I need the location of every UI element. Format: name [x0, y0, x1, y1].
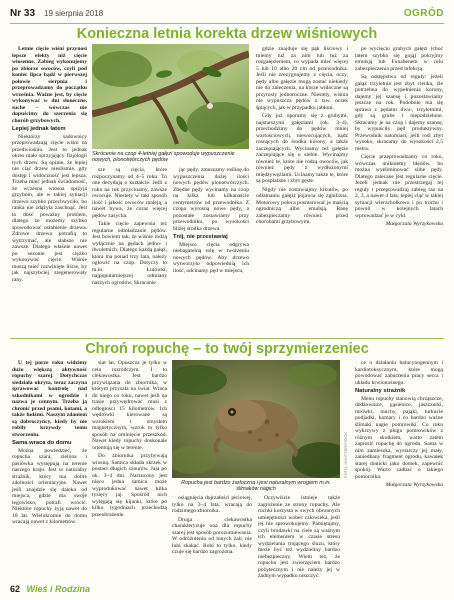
article1-column-1: [12, 46, 87, 334]
issue-date: 19 sierpnia 2018: [44, 9, 104, 18]
issue-number: Nr 33: [10, 8, 36, 19]
page-header: [10, 8, 444, 22]
article2-author: Małgorzata Wyrzykowska: [385, 482, 443, 488]
article1-paragraph: Cięcie przeprowadzamy co roku, wówczas unikniemy błędów, bo można wyeliminować silne pędy. Dlatego zalecane jest regularne cięcie. Jeżeli jednak nie przestrzegaj tej reguły i przeprowadzaj zabieg raz na 2, 3, a nawet 4 lata, lepiej ciąć w takiej sytuacji wierzchołkowo i po trochu i powoli w kolejnych latach wprowadzać je w cykl.: [355, 154, 443, 219]
article-divider: [10, 338, 444, 339]
page-footer: [10, 584, 90, 594]
page-number: 62: [10, 584, 21, 594]
article2-paragraph: Oczywiście istnieje także zagrożenie ze strony ropuchy. Ale ruchki korzysta w swych obronnych umiejętności wobec człowieka, jeśli jej nie sprowokujemy. Pamiętajmy, czyli brodawki na ciele są ważnym ich elementem w czasie stresu wydzielania trującego śluzu, który może być też wydzieliny bardzo niebezpieczny. Wiem też, że ropucha jest zwierzęciem bardzo pożytecznym i nie należy jej w żadnym wypadku niszczyć.: [258, 495, 340, 579]
toad-photo: [172, 360, 340, 478]
article1-subheading-2: Tnij, nie przestawiaj: [173, 234, 228, 240]
article1-column-5: [355, 46, 443, 334]
article2-lead: U tej porze roku widzimy dużo większą aktywność ropuchy szarej. Dotychczas siedziała ukryta, teraz zaczyna sprawować kontrolę nad szkodnikami w ogrodzie i nazwa je cennym. Trzeba ją chronić przed psami, kotami, a także ludźmi. Naszym zdaniem są dobroczyńcy, kiedy by nie robiły krzywdy temu stworzeniu.: [12, 360, 87, 438]
article2-subheading-1: Sama wraca do domu: [12, 440, 72, 446]
article2-paragraph: Do zbiornika przybywają wiosną. Samica składa skrzek w postaci długich sznurów. Jaja po ok. 3–4 dni. Narzucony jest nieco jedna samica może wyprodukować nawet kilka tysięcy jaj. Spośród nich wylęgają się kijanki, które po kilku tygodniach przechodzą przeobrażenie.: [92, 453, 167, 518]
article2-paragraph: ce o działaniu halucynogennym i kardiotoksycznym, które mogą powodować zaburzenia pracy serca i układu krwionośnego.: [355, 360, 443, 386]
cherry-pruning-photo: [92, 44, 249, 149]
article1-column-3: [173, 167, 249, 334]
article1-paragraph: Gdy już uporamy się z grubymi, najstarszymi gałęziami (ok. 3–4), przechodzimy do pędów mniej wartościowych, niewocujących, bądź rosnących do środka korony, a także zaczepiających. Wycinamy też gałęzie zaczepiające się o siebie. Wycinajmy również te, które nie rodzą owoców, jak również pędy z wydłużonymi międzywęźlami. Ucinamy także te, które są posplatane i zbyt gęste.: [256, 113, 348, 184]
article1-paragraph: Miejsce cięcia odgrywa niebagatelną rolę w tworzeniu nowych pędów. Aby drzewo wytworzyło odpowiednią ich ilość, odcinamy pęd w miejscu,: [173, 241, 249, 274]
article2-paragraph: Druga ciekawostka charakteryzuje ona dla ropuchy szarej jest sposób porozumiewania. W odróżnieniu od innych żab, nie lubi skakać. Robi to tylko, kiedy czuje się bardzo zagrożona.: [172, 516, 252, 555]
section-label: OGRÓD: [403, 8, 444, 19]
article2-column-2: [92, 360, 167, 580]
article2-column-4: [258, 495, 340, 580]
header-divider: [10, 23, 444, 24]
article2-column-5: [355, 360, 443, 580]
article1-paragraph: Niektórzy sadownicy przeprowadzają cięcie wiśni na przedwiośniu. Jest to jednak okres mało sprzyjający fizjologii tych drzew. Są opinie, że lepiej nie ciąć drzew nieslistnie, gdy dostęp i widoczność jest lepsza. Trzeba mieć jednak świadomość, że wczesna wiosna sprzyja grzybom, ale w takiej sytuacji drzewo szybko przechwyciło, bo ranka nie zdążyła zaschnąć. Jest to dość poważny problem, dlatego że możemy szybko spowodować osłabienie drzewa. Zdrowe drzewa potrafią to wytrzymać, ale słabsze nie zawsze. Dlatego właśnie nawet po sezonie jest ciężko wykonywać cięcie. Wiśnie muszą mieć rozwinięte liście, by jak najszybciej zregenerowały rany.: [12, 133, 87, 283]
article1-author: Małgorzata Wyrzykowska: [385, 221, 443, 227]
article2-paragraph: siat lat. Opuszcza je tylko w celu rozrodczym. I to ciekawostka. Jest bardzo przywiązana do zbiornika, w którym przyszła na świat. Wraca do niego co roku, nawet jeśli na trasie przywędrować musi z odległości 15 kilometrów. Ich wędrówki kierowane są wzrokiem i zmysłem magnetycznym, wzrok to tylko sposób na ominięcie przeszkód. Nawet kiedy ropuchy doskonale orientują się w terenie.: [92, 360, 167, 451]
article2-subheading-2: Naturalny strażnik: [355, 388, 406, 394]
cherry-photo-caption: Skrócenie na czop 4-letniej gałęzi spowoduje wypuszczenie nowych, plonotwórczych pędów: [92, 151, 235, 164]
article2-paragraph: osiągnięcia dojrzałości płciowej, tylko na 3–4 lata, wracają do rodzimego zbiornika.: [172, 495, 252, 514]
article1-column-2: [92, 167, 167, 334]
article1-lead: Letnie cięcie wiśni przynosi lepsze efekty niż cięcie wiosenne. Zabieg wykonujemy po zbiorze owoców, czyli pod koniec lipca bądź w pierwszej połowie sierpnia i przeprowadzamy do początku września. Ważne jest, by cięcie wykonywać w dni słoneczne, suche – wówczas nie dopuścimy do szerzenia się chorób grzybowych.: [12, 46, 87, 124]
article1-paragraph: Takie cięcie zapewnia też regularne odmładzanie pędów. Jest bowiem tak, że wiśnie rodzą wyłącznie na pędach jedno- i dwuletnich. Dlatego każdą gałąź, która ma ponad trzy lata, należy ogłowić na czop. Dotyczy to m.in. Łutówki, najpopularniejszej odmiany naszych ogrodów. Skracanie: [92, 221, 167, 286]
article2-title: Chroń ropuchę – to twój sprzymierzeniec: [85, 341, 369, 357]
article2-paragraph: Można powiedzieć, że ropucha szara, zielona i pasiówka występują na terenie naszego kraju. Jest to naturalny strażnik, który ma dobre zdolności orientacyjne. Nawet jeśli znajdzie się daleko od miejsca, gdzie ma swoje legowisko, potrafi wrócić. Niektóre ropuchy żyją nawet do 10 lat. Wielokrotnie do domu wracają nawet z kilometrów.: [12, 447, 87, 525]
article1-paragraph: jąc pędy, zmuszamy roślinę do wypuszczenia dużej ilości nowych pędów plonotwórczych. Zbędne pędy wycinamy na czop na kilka lub kilkanaście centymetrów od przewodnika. Z czopa wyrosną nowe pędy, a pozostałe zostawiamy przy przewodniku, po wysokości bliżej środka drzewa.: [173, 167, 249, 232]
article1-column-4: [256, 46, 348, 334]
article2-column-3: [172, 495, 252, 580]
article1-paragraph: Są odstępstwa od reguły: jeżeli gałąź trzyletnia jest zbyt cienka, źle potrzebna do wypełnienia korony, dajemy jej szansę i pozostawiamy jeszcze na rok. Podobnie ma się sprawa z pędami dwu-, trzyletnimi, gdy są grube i niepodzielone. Skracamy je na czop i dajemy szansę, by wypuściły pęd produktywny. Przewodnik natomiast, jeśli rośl zbyt wysoko, skracamy do wysokości 2,5 metra.: [355, 74, 443, 152]
article1-subheading-1: Lepiej jednak latem: [12, 126, 66, 132]
magazine-name: Wieś i Rodzina: [26, 584, 90, 594]
photo-credit: FOTO: SHUTTERSTOCK: [343, 432, 348, 478]
toad-photo-caption: Ropucha jest bardzo żarłoczna i jest naturalnym wrogiem m.in. ślimaków nagich: [181, 480, 331, 493]
article2-column-1: [12, 360, 87, 580]
article1-paragraph: sze są cięcia, które rozpoczynamy od 4–5 roku. To one decydują o kształcie. Jeśli z roku na rok przycinamy, zawsze owocuje. Niestety w taki sposób ilość i jakość owoców maleją, a nawet bywa, że coraz więcej pędów zasycha.: [92, 167, 167, 219]
article1-paragraph: Nigdy nie zostawiajmy kikutów, po odłamaniu gałęzi pojawia się zgnilizna. Motorowy poleca posmarować je maścią ogrodniczą albo emulsją. Ranę zabezpieczamy również przed chorobami grzybowymi.: [256, 186, 348, 225]
article1-paragraph: po wycięciu grubych gałęzi (choć latem szybko się goją) pokryjmy emulsją lub Funabenem w celu zabezpieczenia przed infekcją.: [355, 46, 443, 72]
article1-title: Konieczna letnia korekta drzew wiśniowych: [76, 26, 378, 42]
article2-paragraph: Menu ropuchy stanowią chrząszcze, dżdżownice, gąsienice, jaszczurki, mrówki, muchy, pająki, turkucie podjadki, komary i co bardzo ważne ślimaki nagie pomrowiki. Co roku wykrzywy z pługu pomrowików z różnym skutkiem, warto zatem zaprosić ropuchę do ogrodu. Sama w nim zamieszka, wystarczy jej mały, zaniedbany fragment ogrodu, kawałek starej donicki jako domek, zapewnić spokój. Warto zadbać o takiego pomocnika.: [355, 395, 443, 480]
article1-paragraph: gdzie znajduje się pąk liściowy i tniemy tuż za nim lub tuż za rozgałęzieniem, co wypada mieć więcej 5 lub 10 albo 20 cm od przewodnika. Jeśli nie zrezygnujemy z cięcia, oczy, pędy albo gałęzie mogą zostać niekiedy nie do zaleczenia, na korze widoczne są przyrosty jednoroczne. Niestety, wiśnia nie wypuszcza pędów z tzw. oczek śpiących, jak w przypadku jabłoni.: [256, 46, 348, 111]
